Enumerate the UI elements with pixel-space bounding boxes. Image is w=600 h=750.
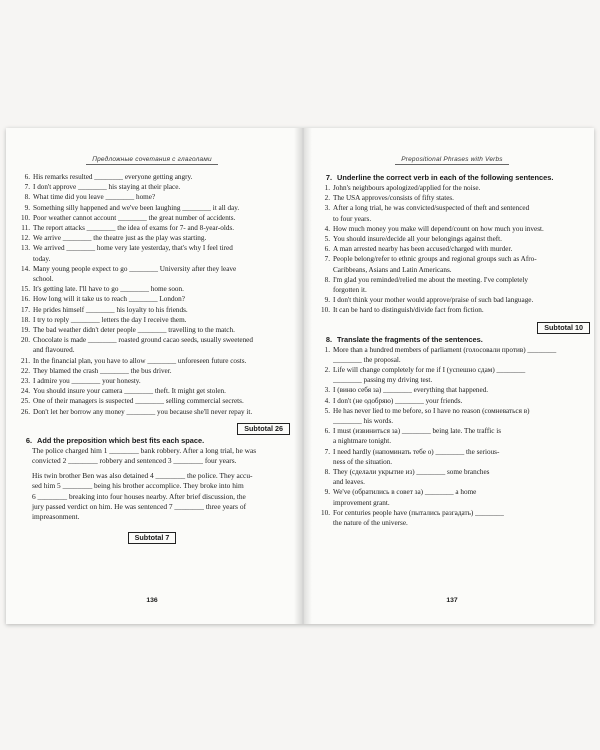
sentence-line [314,436,590,446]
exercise-number: 6. [25,435,32,445]
right-content [314,172,590,528]
sentence-line [14,386,290,396]
page-number: 137 [446,597,458,604]
item-text: After a long trial, he was convicted/suspected of theft and sentenced [333,204,530,213]
sentence-line [14,345,290,355]
sentence-line [314,416,590,426]
item-number: 25. [21,397,30,406]
sentence-line [314,498,590,508]
sentence-line [314,355,590,365]
item-number: 10. [321,306,330,315]
sentence-line [14,223,290,233]
item-text: How long will it take us to reach ________ London? [33,295,185,304]
item-text: I try to reply ________ letters the day I receive them. [33,315,187,324]
item-number: 7. [24,183,30,192]
item-text: ________ the proposal. [333,355,401,364]
item-text: ________ passing my driving test. [333,376,433,385]
subtotal-row [14,527,290,540]
sentence-list [14,172,290,417]
sentence-line [314,426,590,436]
exercise-title: Translate the fragments of the sentences. [337,334,483,344]
item-number: 10. [21,213,30,222]
item-number: 4. [324,224,330,233]
exercise-number: 8. [325,334,332,344]
item-text: Something silly happened and we've been laughing ________ it all day. [33,203,240,212]
paragraph-line: The police charged him 1 ________ bank robbery. After a long trial, he was [32,445,257,455]
sentence-line [314,254,590,264]
sentence-line [14,172,290,182]
sentence-line [14,366,290,376]
sentence-line [314,224,590,234]
item-text: You should insure/decide all your belongings against theft. [333,235,502,244]
sentence-line [314,467,590,477]
sentence-line [314,193,590,203]
item-number: 4. [324,396,330,405]
sentence-line [14,305,290,315]
sentence-line [314,477,590,487]
running-head: Предложные сочетания с глаголами [14,156,290,163]
item-number: 20. [21,336,30,345]
item-text: John's neighbours apologized/applied for the noise. [333,184,481,192]
item-number: 2. [324,194,330,203]
sentence-line [14,243,290,253]
item-number: 5. [324,235,330,244]
paragraph-line: impreasonment. [32,512,80,522]
item-text: What time did you leave ________ home? [33,193,156,202]
sentence-line [14,203,290,213]
sentence-line [314,244,590,254]
exercise-heading [314,334,590,345]
paragraph-line: convicted 2 ________ robbery and sentenced 3 ________ four years. [32,456,237,466]
item-number: 26. [21,407,30,416]
paragraph-line: sed him 5 ________ being his brother accomplice. They broke into him [32,481,244,491]
item-number: 12. [21,234,30,243]
paragraph-line: 6 ________ breaking into four houses nearby. After brief discussion, the [32,491,246,501]
exercise-heading [314,172,590,183]
sentence-line [14,274,290,284]
item-text: Many young people expect to go ________ University after they leave [33,264,237,273]
item-text: He has never lied to me before, so I have no reason (сомневаться в) [333,406,530,415]
item-text: I need hardly (напоминать тебе о) ________ the serious- [333,447,500,456]
subtotal-row [314,317,590,330]
item-number: 9. [324,488,330,497]
item-number: 7. [324,447,330,456]
exercise-text [14,446,290,523]
item-number: 1. [324,184,330,192]
exercise-heading [14,435,290,446]
item-text: ________ his words. [333,417,394,426]
item-number: 10. [321,508,330,517]
subtotal-box: Subtotal 10 [537,322,590,334]
item-text: They (сделали укрытие из) ________ some branches [333,468,490,477]
item-number: 6. [24,173,30,181]
item-text: One of their managers is suspected ________ selling commercial secrets. [33,397,244,406]
item-text: It's getting late. I'll have to go ________ home soon. [33,285,184,294]
item-text: The bad weather didn't deter people ________ travelling to the match. [33,326,235,335]
item-number: 8. [324,468,330,477]
item-number: 3. [324,204,330,213]
sentence-line [314,275,590,285]
item-number: 13. [21,244,30,253]
item-text: In the financial plan, you have to allow ________ unforeseen future costs. [33,356,247,365]
sentence-line [14,213,290,223]
item-text: Don't let her borrow any money ________ you because she'll never repay it. [33,407,253,416]
item-text: Caribbeans, Asians and Latin Americans. [333,265,452,274]
left-content [14,172,290,540]
sentence-line [14,284,290,294]
sentence-line [314,285,590,295]
paragraph-line: jury passed verdict on him. He was sentenced 7 ________ three years of [32,501,247,511]
item-number: 19. [21,326,30,335]
sentence-line [314,305,590,315]
exercise-title: Add the preposition which best fits each space. [37,435,205,445]
item-text: improvement grant. [333,498,390,507]
item-number: 6. [324,427,330,436]
right-page [314,128,590,624]
item-text: A man arrested nearby has been accused/charged with murder. [333,245,513,254]
item-text: His remarks resulted ________ everyone getting angry. [33,173,193,181]
paragraph-line: His twin brother Ben was also detained 4 ________ the police. They accu- [32,470,253,480]
item-text: The USA approves/consists of fifty states. [333,194,454,203]
sentence-line [314,375,590,385]
sentence-line [314,295,590,305]
running-head: Prepositional Phrases with Verbs [314,156,590,163]
sentence-line [314,518,590,528]
item-number: 5. [324,406,330,415]
item-text: ness of the situation. [333,457,393,466]
book-gutter [294,128,312,624]
item-text: Life will change completely for me if I (успешно сдам) ________ [333,366,526,375]
item-number: 21. [21,356,30,365]
subtotal-row [14,418,290,431]
sentence-line [314,457,590,467]
sentence-line [314,265,590,275]
item-text: They blamed the crash ________ the bus driver. [33,366,172,375]
item-number: 2. [324,366,330,375]
item-number: 14. [21,264,30,273]
item-text: He prides himself ________ his loyalty to his friends. [33,305,188,314]
sentence-line [14,254,290,264]
item-number: 7. [324,255,330,264]
item-number: 6. [324,245,330,254]
subtotal-box: Subtotal 7 [128,532,177,544]
sentence-line [14,315,290,325]
item-number: 18. [21,315,30,324]
item-number: 9. [24,203,30,212]
item-text: I (виню себя за) ________ everything that happened. [333,386,489,395]
item-text: I don't think your mother would approve/praise of such bad language. [333,296,534,305]
sentence-list [314,345,590,529]
sentence-line [314,214,590,224]
item-text: I'm glad you reminded/relied me about the meeting. I've completely [333,275,528,284]
item-number: 8. [324,275,330,284]
item-number: 15. [21,285,30,294]
sentence-line [14,356,290,366]
item-text: school. [33,275,54,284]
sentence-line [314,406,590,416]
sentence-line [314,203,590,213]
sentence-line [14,396,290,406]
item-text: and flavoured. [33,346,75,355]
item-number: 11. [21,224,30,233]
page-number: 136 [146,597,158,604]
item-text: today. [33,254,51,263]
sentence-line [314,234,590,244]
sentence-list [314,183,590,316]
item-text: For centuries people have (пытались разгадать) ________ [333,508,504,517]
exercise-title: Underline the correct verb in each of the following sentences. [337,173,554,182]
sentence-line [314,183,590,193]
sentence-line [14,335,290,345]
sentence-line [14,407,290,417]
item-text: I admire you ________ your honesty. [33,377,141,386]
item-text: forgotten it. [333,286,367,295]
item-number: 3. [324,386,330,395]
item-text: We arrive ________ the theatre just as the play was starting. [33,234,207,243]
sentence-line [314,487,590,497]
item-text: I don't approve ________ his staying at their place. [33,183,181,192]
item-text: People belong/refer to ethnic groups and regional groups such as Afro- [333,255,537,264]
left-page [14,128,290,624]
item-text: More than a hundred members of parliament (голосовали против) ________ [333,345,557,354]
subtotal-box: Subtotal 26 [237,423,290,435]
item-text: a nightmare tonight. [333,437,392,446]
item-number: 22. [21,366,30,375]
sentence-line [14,376,290,386]
exercise-number: 7. [325,173,332,182]
item-text: to four years. [333,214,372,223]
item-text: Poor weather cannot account ________ the great number of accidents. [33,213,236,222]
item-number: 16. [21,295,30,304]
sentence-line [14,294,290,304]
item-text: the nature of the universe. [333,519,408,528]
item-text: I must (извиниться за) ________ being late. The traffic is [333,427,502,436]
sentence-line [314,365,590,375]
sentence-line [314,385,590,395]
item-text: You should insure your camera ________ theft. It might get stolen. [33,387,226,396]
sentence-line [314,396,590,406]
item-text: We arrived ________ home very late yesterday, that's why I feel tired [33,244,233,253]
sentence-line [14,325,290,335]
item-number: 23. [21,377,30,386]
item-text: I don't (не одобряю) ________ your friends. [333,396,463,405]
sentence-line [14,264,290,274]
item-text: and leaves. [333,478,365,487]
item-text: The report attacks ________ the idea of exams for 7- and 8-year-olds. [33,224,235,233]
item-number: 9. [324,296,330,305]
open-book [6,128,594,624]
item-text: We've (обратились в совет за) ________ a home [333,488,477,497]
sentence-line [314,508,590,518]
sentence-line [314,345,590,355]
item-number: 1. [324,345,330,354]
sentence-line [14,192,290,202]
item-text: It can be hard to distinguish/divide fact from fiction. [333,306,484,315]
item-number: 24. [21,387,30,396]
item-text: How much money you make will depend/count on how much you invest. [333,224,544,233]
item-number: 8. [24,193,30,202]
sentence-line [14,233,290,243]
item-number: 17. [21,305,30,314]
sentence-line [14,182,290,192]
item-text: Chocolate is made ________ roasted ground cacao seeds, usually sweetened [33,336,253,345]
sentence-line [314,447,590,457]
